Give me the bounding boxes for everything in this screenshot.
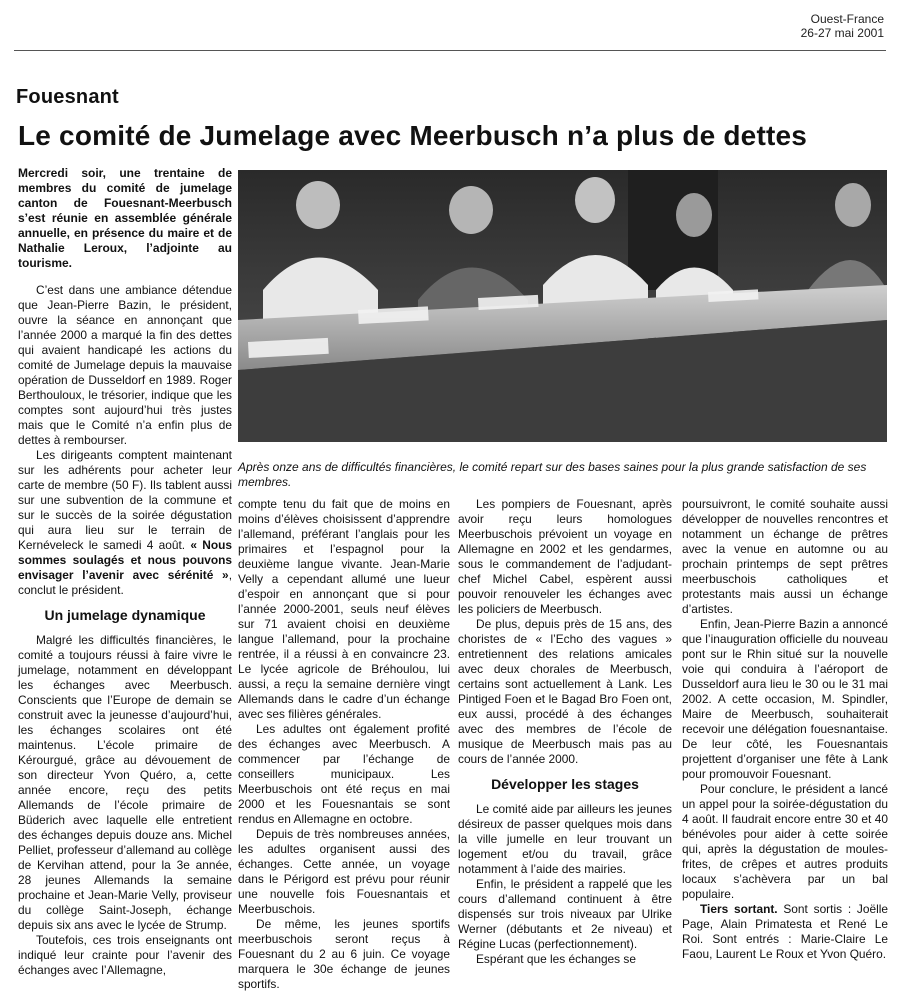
paragraph: Depuis de très nombreuses années, les adultes organisent aussi des échanges. Cette année, un voyage dans le Périgord est prévu pour réunir une nouvelle fois Fouesnantais et Meerbuschois. <box>238 827 450 916</box>
masthead <box>801 12 884 40</box>
paragraph: Malgré les difficultés financières, le comité a toujours réussi à faire vivre le jumelage, notamment en développant les échanges avec Meerbusch. Conscients que l’Europe de demain se construit avec la jeunesse d’aujourd’hui, les échanges scolaires ont été maintenus. L’école primaire de Kérourgué, grâce au dévouement de son directeur Yvon Quéro, a, cette année encore, reçu des petits Allemands de l’école primaire de Büderich avec laquelle elle entretient des échanges depuis douze ans. Michel Pelliet, professeur d’allemand au collège de Kervihan attend, pour la 3e année, 28 jeunes Allemands la semaine prochaine et Jean-Marie Velly, proviseur du collège Saint-Joseph, échange depuis six ans avec le lycée de Strump. <box>18 633 232 932</box>
paragraph: Enfin, le président a rappelé que les cours d’allemand continuent à être dispensés sur trois niveaux par Ulrike Werner (débutants et 2e niveau) et Régine Lucas (perfectionnement). <box>458 877 672 951</box>
subheading: Développer les stages <box>491 776 639 792</box>
paragraph: Les pompiers de Fouesnant, après avoir reçu leurs homologues Meerbuschois prévoient un voyage en Allemagne en 2002 et les gendarmes, sous le commandement de l’adjudant-chef Michel Cabel, espèrent aussi pouvoir renouveler les échanges avec les policiers de Meerbusch. <box>458 497 672 616</box>
paragraph: Espérant que les échanges se <box>476 952 636 966</box>
paragraph: Toutefois, ces trois enseignants ont indiqué leur crainte pour l’avenir des échanges avec l’Allemagne, <box>18 933 232 977</box>
paragraph: Les dirigeants comptent maintenant sur les adhérents pour acheter leur carte de membre (50 F). Ils tablent aussi sur une subvention de la commune et sur le succès de la soirée dégustation qui aura lieu sur le terrain de Kernéveleck le samedi 4 août. « Nous sommes soulagés et nous pouvons envisager l’avenir avec sérénité », conclut le président. <box>18 448 232 597</box>
meeting-photo-image <box>238 170 887 442</box>
section-kicker: Fouesnant <box>16 86 119 108</box>
paragraph: poursuivront, le comité souhaite aussi développer de nouvelles rencontres et notamment un échange de prêtres avec la venue en automne ou au prochain printemps de sept prêtres meerbuschois catholiques et protestants mais aussi un échange d’artistes. <box>682 497 888 616</box>
issue-date: 26-27 mai 2001 <box>800 26 884 40</box>
president-quote: « Nous sommes soulagés et nous pouvons envisager l’avenir avec sérénité » <box>18 538 232 582</box>
newspaper-name: Ouest-France <box>810 12 884 26</box>
photo-caption: Après onze ans de difficultés financières, le comité repart sur des bases saines pour la plus grande satisfaction de ses membres. <box>238 460 867 489</box>
paragraph: C’est dans une ambiance détendue que Jean-Pierre Bazin, le président, ouvre la séance en annonçant que l’année 2000 a marqué la fin des dettes qui avaient handicapé les actions du comité de Jumelage depuis la mauvaise opération de Dusseldorf en 1989. Roger Berthouloux, le trésorier, indique que les comptes sont aujourd’hui très justes mais que le Comité n’a enfin plus de dettes à rembourser. <box>18 283 232 447</box>
article-lead: Mercredi soir, une trentaine de membres du comité de jumelage canton de Fouesnant-Meerbusch s’est réunie en assemblée générale annuelle, en présence du maire et de Nathalie Leroux, l’adjointe au tourisme. <box>18 166 232 270</box>
paragraph: De plus, depuis près de 15 ans, des choristes de « l’Echo des vagues » entretiennent des relations amicales avec deux chorales de Meerbusch, certains sont actuellement à Lank. Les Pintiged Foen et le Bagad Bro Foen ont, eux aussi, procédé à des échanges avec des membres de l’école de musique de Meerbusch mais pas au cours de l’année 2000. <box>458 617 672 766</box>
header-rule <box>14 50 886 51</box>
paragraph: De même, les jeunes sportifs meerbuschois seront reçus à Fouesnant du 2 au 6 juin. Ce voyage marquera le 30e échange de jeunes sportifs. <box>238 917 450 991</box>
paragraph: Enfin, Jean-Pierre Bazin a annoncé que l’inauguration officielle du nouveau pont sur le Rhin situé sur la nouvelle voie qui conduira à l’aéroport de Dusseldorf aura lieu le 30 ou le 31 mai 2002. A cette occasion, M. Spindler, Maire de Meerbusch, souhaiterait recevoir une délégation fouesnantaise. De leur côté, les Fouesnantais projettent d’organiser une fête à Lank pour promouvoir Fouesnant. <box>682 617 888 781</box>
article-headline: Le comité de Jumelage avec Meerbusch n’a plus de dettes <box>18 120 808 151</box>
paragraph: compte tenu du fait que de moins en moins d’élèves choisissent d’apprendre l’allemand, préférant l’anglais pour les primaires et l’espagnol pour la deuxième langue vivante. Jean-Marie Velly a cependant allumé une lueur d’espoir en annonçant que si pour l’année 2000-2001, seuls neuf élèves sur 71 avaient choisi en deuxième langue l’allemand, pour la prochaine rentrée, il a réussi à en convaincre 23. Le lycée agricole de Bréhoulou, lui aussi, a reçu la semaine dernière vingt Allemands dans le cadre d’un échange avec ses filières générales. <box>238 497 450 721</box>
article-column-1 <box>18 166 232 978</box>
paragraph: Pour conclure, le président a lancé un appel pour la soirée-dégustation du 4 août. Il faudrait encore entre 30 et 40 bénévoles pour aider à cette soirée qui, après la dégustation de moules-frites, de crêpes et autres produits locaux s’achèvera par un bal populaire. <box>682 782 888 901</box>
article-column-3 <box>458 497 672 967</box>
paragraph: Tiers sortant. Sont sortis : Joëlle Page, Alain Primatesta et René Le Roi. Sont entrés : Marie-Claire Le Faou, Laurent Le Roux et Yvon Quéro. <box>682 902 888 961</box>
subheading: Un jumelage dynamique <box>44 607 206 623</box>
paragraph: Le comité aide par ailleurs les jeunes désireux de passer quelques mois dans la ville jumelle en leur trouvant un logement et/ou du travail, grâce notamment à l’aide des mairies. <box>458 802 672 876</box>
board-changes-label: Tiers sortant. <box>700 902 778 916</box>
meeting-photo <box>238 170 887 442</box>
article-column-4 <box>682 497 888 962</box>
paragraph: Les adultes ont également profité des échanges avec Meerbusch. A commencer par l’échange de conseillers municipaux. Les Meerbuschois ont été reçus en mai 2000 et les Fouesnantais se sont rendus en Allemagne en octobre. <box>238 722 450 826</box>
article-column-2 <box>238 497 450 992</box>
